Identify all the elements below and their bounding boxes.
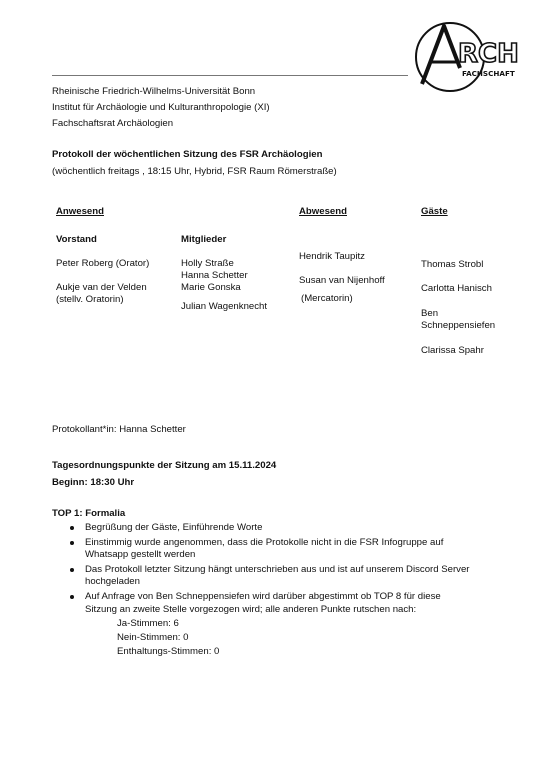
absent-member: Hendrik Taupitz [299,251,365,262]
board-heading: Vorstand [56,234,97,245]
board-member: Peter Roberg (Orator) [56,258,150,269]
vote-yes: Ja-Stimmen: 6 [117,618,179,629]
vote-abstain: Enthaltungs-Stimmen: 0 [117,646,220,657]
start-time [52,477,134,489]
member: Hanna Schetter [181,270,248,281]
board-member-role: (stellv. Oratorin) [56,294,124,305]
top1-bullet-text: Einstimmig wurde angenommen, dass die Protokolle nicht in die FSR Infogruppe auf [85,537,444,548]
top1-bullet-text: Sitzung an zweite Stelle vorgezogen wird; alle anderen Punkte rutschen nach: [85,604,417,615]
member: Julian Wagenknecht [181,301,268,312]
bullet-icon [70,595,74,599]
agenda-heading: Tagesordnungspunkte der Sitzung am 15.11.2024 [52,460,277,471]
top1-bullet-text: Begrüßung der Gäste, Einführende Worte [85,522,263,533]
start-value: 18:30 Uhr [90,477,135,488]
arch-fachschaft-logo [410,12,532,94]
guest: Carlotta Hanisch [421,283,492,294]
guest: Schneppensiefen [421,320,496,331]
start-label: Beginn: [52,477,88,488]
logo-subtext: FACHSCHAFT [462,69,515,78]
guest: Ben [421,308,439,319]
logo-letters: RCH [458,39,519,69]
top1-bullet-text: Auf Anfrage von Ben Schneppensiefen wird darüber abgestimmt ob TOP 8 für diese [85,591,441,602]
guest: Clarissa Spahr [421,345,484,356]
council-name: Fachschaftsrat Archäologien [52,118,174,129]
institute-name: Institut für Archäologie und Kulturanthropologie (XI) [52,102,270,113]
vote-no: Nein-Stimmen: 0 [117,632,189,643]
member: Marie Gonska [181,282,241,293]
bullet-icon [70,568,74,572]
top1-bullet-text: hochgeladen [85,576,140,587]
university-name: Rheinische Friedrich-Wilhelms-Universität Bonn [52,86,256,97]
document-title: Protokoll der wöchentlichen Sitzung des FSR Archäologien [52,149,323,160]
absent-member-role: (Mercatorin) [301,293,353,304]
header-divider [52,75,408,76]
absent-heading: Abwesend [299,206,347,217]
protocol-writer: Protokollant*in: Hanna Schetter [52,424,186,435]
bullet-icon [70,526,74,530]
members-heading: Mitglieder [181,234,227,245]
top1-heading: TOP 1: Formalia [52,508,126,519]
guests-heading: Gäste [421,206,448,217]
bullet-icon [70,541,74,545]
guest: Thomas Strobl [421,259,484,270]
document-subtitle: (wöchentlich freitags , 18:15 Uhr, Hybrid, FSR Raum Römerstraße) [52,166,337,177]
member: Holly Straße [181,258,234,269]
top1-bullet-text: Whatsapp gestellt werden [85,549,196,560]
present-heading: Anwesend [56,206,104,217]
board-member: Aukje van der Velden [56,282,147,293]
top1-bullet-text: Das Protokoll letzter Sitzung hängt unterschrieben aus und ist auf unserem Discord Server [85,564,470,575]
absent-member: Susan van Nijenhoff [299,275,385,286]
